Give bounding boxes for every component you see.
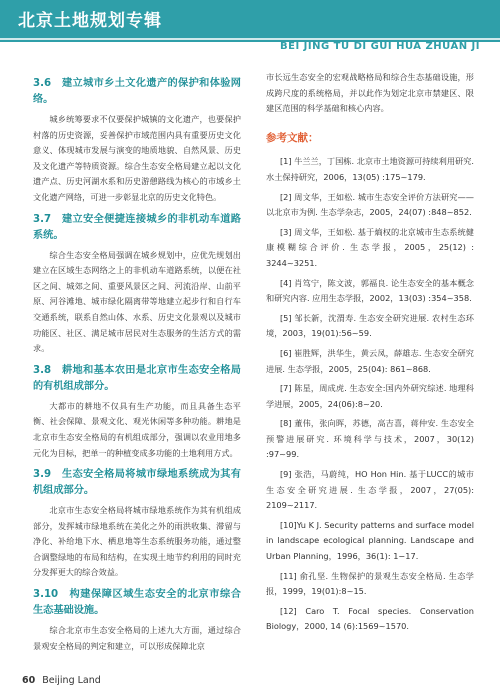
section-3-10-text: 综合北京市生态安全格局的上述九大方面，通过综合景观安全格局的判定和建立，可以形成保障北京 [33, 625, 241, 651]
right-column [266, 70, 474, 639]
reference-item: [9] 张浩，马蔚纯，HO Hon Hin. 基于LUCC的城市生态安全研究进展. 生态学报，2007，27(05): 2109~2117. [266, 469, 474, 511]
reference-item: [1] 牛兰兰，丁国栋. 北京市土地资源可持续利用研究. 水土保持研究，2006，13(05) :175~179. [266, 156, 474, 182]
reference-item: [5] 邹长新，沈渭寿. 生态安全研究进展. 农村生态环境，2003，19(01):56~59. [266, 312, 474, 339]
header-pinyin: BEI JING TU DI GUI HUA ZHUAN JI [280, 41, 480, 52]
header-title: 北京土地规划专辑 [18, 11, 162, 31]
section-3-6-heading: 3.6 建立城市乡土文化遗产的保护和体验网络。 [33, 78, 241, 105]
left-column [33, 70, 241, 654]
section-3-7-text: 综合生态安全格局强调在城乡规划中，应优先规划出建立在区域生态网络之上的非机动车道路系统，以便在社区之间、城郊之间、重要风景区之间、河流沿岸、山前平原、河谷滩地、城市绿化隔离带等地建立起步行和自行车交通系统，联系自然山体、水系、历史文化景观以及城市功能区、社区、满足城市居民对生态服务的生活方式的需求。 [33, 249, 241, 354]
reference-item: [12] Caro T. Focal species. Conservation Biology，2000, 14 (6):1569~1570. [266, 605, 474, 632]
section-3-10-heading: 3.10 构建保障区域生态安全的北京市综合生态基础设施。 [33, 589, 241, 617]
journal-name: Beijing Land [42, 675, 101, 686]
page-number: 60 [22, 675, 36, 686]
reference-item: [4] 肖笃宁，陈文波，郭福良. 论生态安全的基本概念和研究内容. 应用生态学报，2002，13(03) :354~358. [266, 277, 474, 304]
reference-item: [6] 崔胜辉，洪华生，黄云凤，薛雄志. 生态安全研究进展. 生态学报，2005，25(04): 861~868. [266, 347, 474, 374]
continuation-text: 市长远生态安全的宏观战略格局和综合生态基础设施，形成跨尺度的系统格局，并以此作为划定北京市禁建区、限建区范围的科学基础和核心内容。 [266, 72, 474, 114]
section-3-9-heading: 3.9 生态安全格局将城市绿地系统成为其有机组成部分。 [33, 469, 241, 497]
reference-item: [2] 周文华，王如松. 城市生态安全评价方法研究——以北京市为例. 生态学杂志，2005，24(07) :848~852. [266, 191, 474, 218]
reference-item: [7] 陈星，周成虎. 生态安全:国内外研究综述. 地理科学进展，2005，24(06):8~20. [266, 383, 474, 409]
reference-item: [8] 董伟，张向晖，苏德，高吉喜，蒋仲安. 生态安全预警进展研究. 环境科学与技术，2007，30(12) :97~99. [266, 418, 474, 460]
section-3-8-text: 大都市的耕地不仅具有生产功能，而且具备生态平衡、社会保障、景观文化、观光休闲等多种功能。耕地是北京市生态安全格局的有机组成部分，强调以农业用地多元化为目标，把单一的种植变成多功能的土地利用方式。 [33, 400, 241, 458]
section-3-7-heading: 3.7 建立安全便捷连接城乡的非机动车道路系统。 [33, 213, 241, 241]
reference-item: [10]Yu K J. Security patterns and surface model in landscape ecological planning. Landscape and Urban Planning，1996，36(1): 1−17. [266, 519, 474, 562]
page-footer [22, 675, 101, 686]
references-title: 参考文献： [266, 131, 319, 144]
section-3-9-text: 北京市生态安全格局将城市绿地系统作为其有机组成部分，发挥城市绿地系统在美化之外的雨洪收集、滞留与净化、补给地下水、栖息地等生态系统服务功能，通过整合调整绿地的布局和结构，在实现土地节约利用的同时充分发挥更大的综合效益。 [33, 505, 241, 578]
reference-item: [3] 周文华，王如松. 基于熵权的北京城市生态系统健康模糊综合评价. 生态学报，2005，25(12) : 3244~3251. [266, 226, 474, 268]
section-3-6-text: 城乡统筹要求不仅要保护城镇的文化遗产，也要保护村落的历史资源，妥善保护市域范围内具有重要历史文化意义、体现城市发展与演变的地质地貌、自然风景、历史及文化遗产等特质资源。综合生态安全格局建立起以文化遗产点、历史河湖水系和历史游憩路线为核心的市域乡土文化遗产网络，可进一步彰显北京的历史文化特色。 [33, 114, 241, 202]
page-header [0, 0, 500, 52]
reference-item: [11] 俞孔坚. 生物保护的景观生态安全格局. 生态学报，1999，19(01):8~15. [266, 570, 474, 597]
header-divider [0, 38, 500, 40]
section-3-8-heading: 3.8 耕地和基本农田是北京市生态安全格局的有机组成部分。 [33, 364, 241, 392]
